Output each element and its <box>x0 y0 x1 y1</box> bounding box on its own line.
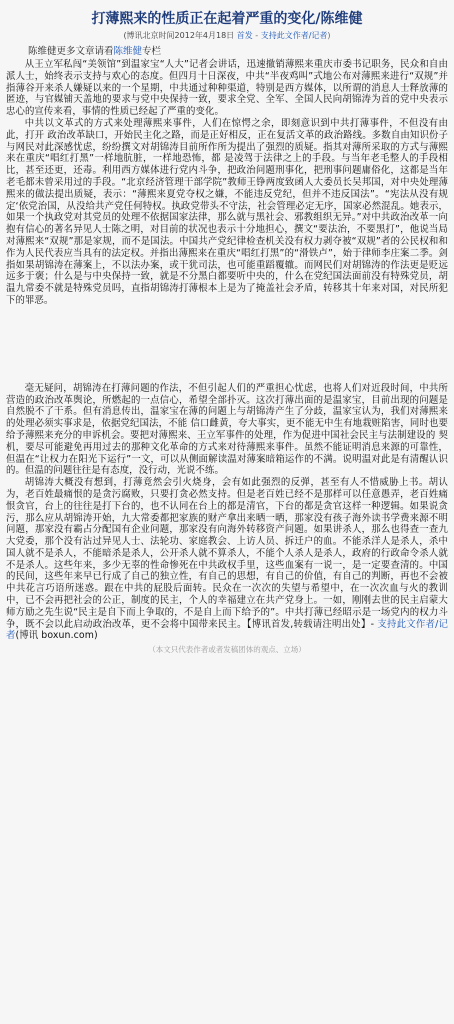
more-articles-text: 更多文章请看 <box>56 46 114 57</box>
closing-source: (博讯 boxun.com) <box>15 630 98 642</box>
article-meta <box>6 30 448 41</box>
paragraph-gap <box>6 307 448 383</box>
meta-close: ) <box>327 31 331 40</box>
meta-separator: - <box>252 31 261 40</box>
author-column-link[interactable]: 陈维健 <box>113 46 143 57</box>
paragraph-2: 中共以文革式的方式来处理薄熙来事件，人们在惊愕之余，即刻意识到中共打薄事件，不但没有由此，打开 政治改革缺口，开始民主化之路，而是正好相反，正在复活文革的政治路线。多数自由知识份子与网民对此深感忧虑，纷纷撰文对胡锦涛目前所作所为提出了强烈的质疑。指其对薄所采取的方式与薄熙来在重庆“唱红打黑”一样地肮脏，一样地恐怖，都 是凌驾于法律之上的手段。与当年老毛整人的手段相比，甚至还更，还毒。利用西方媒体进行党内斗争，把政治问题刑事化，把刑事问题庸俗化，这都是当年老毛都未曾采用过的手段。“北京经济管理干部学院”教师王铮两度致函人大委员长吴邦国，对中央处理薄熙来的做法提出质疑，表示：“薄熙来夏党夺权之嫌，不能违反党纪，但并不违反国法”。“宪法从没有规定‘依党治国，从没给共产党任何特权。执政党带头不守法，社会管理必定无序，国家必然混乱。她表示，如果一个执政党对其党员的处理不依据国家法律，那么就与黑社会、邪教组织无异。”对中共政治改革一向抱有信心的著名异见人士陈之明，对目前的状况也表示十分地担心，撰文“要法治，不要黑打”，他说当局对薄熙来“双规”那是家规，而不是国法。中国共产党纪律检查机关没有权力剥夺被“双规”者的公民权和和作为人民代表应当具有的法定权。并指出薄熙来在重庆“唱红打黑”的“滑铁卢”，始于律师李庄案二季。剑指如果胡锦涛在薄案上，不以法办案，或干犹司法，也可能重蹈覆辙。而网民们对胡锦涛的作法更是贬远远多于褒；什么是与中央保持一致，就是不分黑白都要听中央的，什么在党纪国法面前没有特殊党员，胡温九常委不就是特殊党员吗，直指胡锦涛打薄根本上是为了掩盖社会矛盾，转移其十年来对国，对民所犯下的罪恶。 <box>6 117 448 306</box>
paragraph-4-text: 胡锦涛大概没有想到，打薄竟然会引火烧身，会有如此强烈的反弹，甚至有人不惜威胁上书。胡认为，老百姓最痛恨的是贪污腐败，只要打贪必然支持。但是老百姓已经不是那样可以任意愚弄，老百姓痛恨贪官，台上的往往是打下台的，也不认同在台上的都是清官，下台的都是贪官这样一种逻辑。如果说贪污，那么应从胡锦涛开始，九大常委都把家族的财产拿出来晒一晒，那家没有孩子海外读书学费来源不明问题，那家没有霸占分配国有企业问题，那家没有向海外转移资产问题。如果讲杀人，那么也得查一查九大党委，那个没有沾过异见人士、法轮功、家庭教会、上访人员、拆迁户的血。不能杀洋人是杀人，杀中国人就不是杀人，不能暗杀是杀人，公开杀人就不算杀人，不能个人杀人是杀人，政府的行政命令杀人就不是杀人。这些年来，多少无辜的性命惨死在中共政权手里，这些血案有一说一，是一定要查清的。中国的民间，这些年来早已行成了自己的独立性，有自己的思想，有自己的价值，有自己的判断，再也不会被中共花言巧语所迷惑。跟在中共的屁股后面转。民众在一次次的失望与希望中，在一次次血与火的教训中，已不会再把社会的公正，制度的民主，个人的幸福建立在共产党身上。一如，刚刚去世的民主启蒙大师方励之先生说“民主是自下而上争取的，不是自上而下给予的”。中共打薄已经昭示是一场党内的权力斗争，既不会以此启动政治改革，更不会将中国带来民主。 <box>6 477 448 630</box>
closing-text: 【博讯首发,转载请注明出处】 <box>246 618 371 630</box>
author-line <box>28 45 448 58</box>
paragraph-4 <box>6 477 448 642</box>
article-title: 打薄熙来的性质正在起着严重的变化/陈维健 <box>91 11 363 27</box>
author-name: 陈维健 <box>28 46 57 57</box>
column-suffix: 专栏 <box>142 46 162 57</box>
closing-support-link[interactable]: 支持此文作者/记者 <box>6 618 448 642</box>
support-author-link[interactable]: 支持此文作者/记者 <box>260 31 328 40</box>
paragraph-3: 毫无疑问，胡锦涛在打薄问题的作法，不但引起人们的严重担心忧虑，也将人们对近段时间，中共所营造的政治改革舆论，所燃起的一点信心，希望全部扑灭。这次打薄出面的是温家宝，目前出现的问题是自然脱不了干系。但有消息传出，温家宝在薄的问题上与胡锦涛产生了分歧，温家宝认为，我们对薄熙来的处理必须实事求是，依据党纪国法，不能 信口雌黄，夸大事实，更不能无中生有地栽赃陷害，同时也要给予薄熙来充分的申诉机会。要把对薄熙来、王立军事件的处理，作为促进中国社会民主与法制建设的 契机，要尽可能避免再用过去的那种文化革命的方式来对待薄熙来事件。虽然不能证明消息来源的可靠性，但温在“让权力在阳光下运行”一文，可以从侧面解读温对薄案暗箱运作的不满。说明温对此是有清醒认识的。但温的问题往往是有态度，没行动，光说不练。 <box>6 382 448 477</box>
footer-disclaimer: （本文只代表作者或者发稿团体的观点、立场） <box>148 645 306 655</box>
meta-site: (博讯北京时间2012年4月18日 <box>123 31 235 40</box>
paragraph-1: 从王立军私闯“美领馆”到温家宝“人大”记者会讲话，迅速撤销薄熙来重庆市委书记职务，民众和自由派人士，始终表示支持与欢心的态度。但四月十日深夜，中共“半夜鸡叫”式地公布对薄熙来进行“双规”并指薄谷开来杀人嫌疑以来的一个星期，中共通过种种渠道，特别是西方媒体，以所谓的消息人士释放薄的匿迹，与官媒铺天盖地的要求与党中央保持一致，要求全党、全军、全国人民向胡锦涛为首的党中央表示忠心的宣传来看，事情的性质已经起了严重的变化。 <box>6 59 448 118</box>
meta-homepage: 首发 <box>236 31 253 40</box>
closing-dash: - <box>370 618 378 630</box>
